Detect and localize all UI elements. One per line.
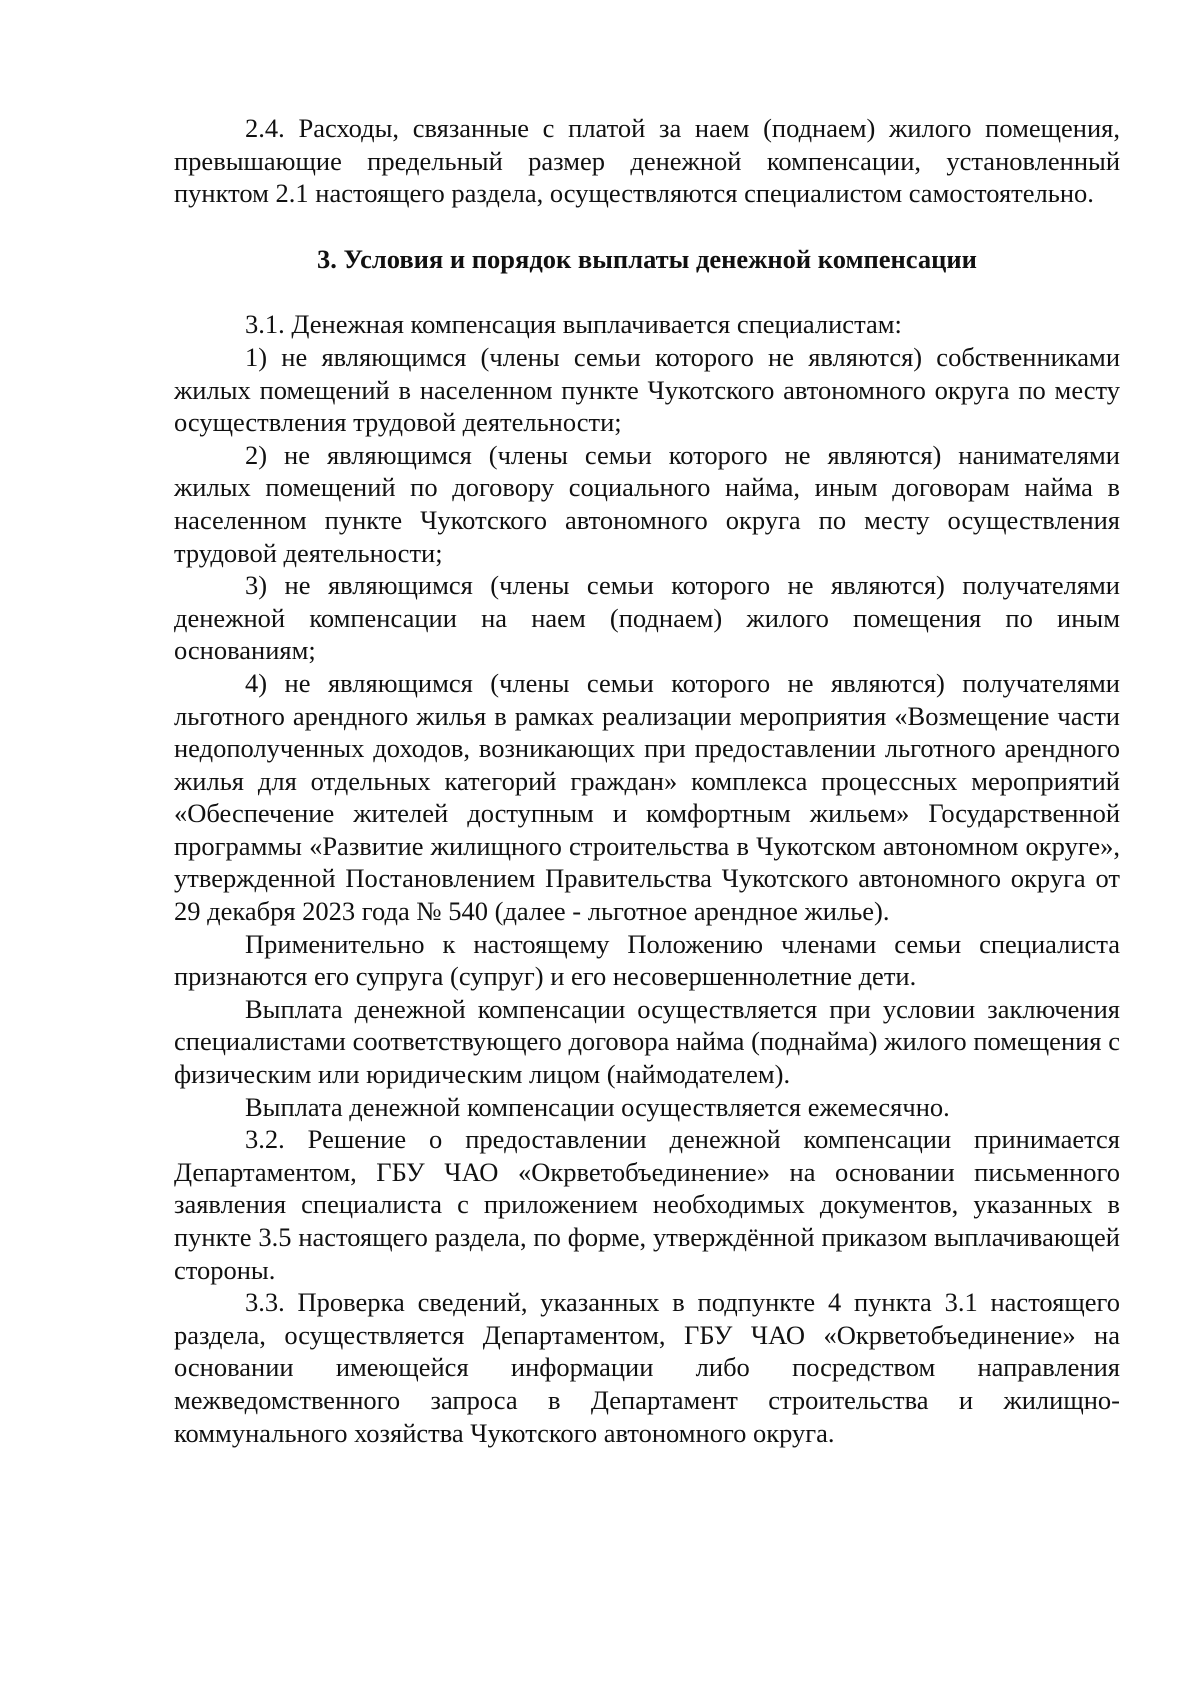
paragraph-payment-frequency: Выплата денежной компенсации осуществляется ежемесячно. xyxy=(245,1091,950,1122)
paragraph-3-2: 3.2. Решение о предоставлении денежной компенсации принимается Департаментом, ГБУ ЧАО «Окрветобъединение» на основании письменного заявления специалиста с приложением необходимых документов, указанных в пункте 3.5 настоящего раздела, по форме, утверждённой приказом выплачивающей стороны. xyxy=(174,1124,1120,1285)
paragraph-3-1-item-2: 2) не являющимся (члены семьи которого не являются) нанимателями жилых помещений по договору социального найма, иным договорам найма в населенном пункте Чукотского автономного округа по месту осуществления трудовой деятельности; xyxy=(174,439,1120,568)
paragraph-3-1-item-3: 3) не являющимся (члены семьи которого не являются) получателями денежной компенсации на наем (поднаем) жилого помещения по иным основаниям; xyxy=(174,570,1120,666)
paragraph-payment-condition: Выплата денежной компенсации осуществляется при условии заключения специалистами соответствующего договора найма (поднайма) жилого помещения с физическим или юридическим лицом (наймодателем). xyxy=(174,993,1120,1090)
paragraph-3-1-item-1: 1) не являющимся (члены семьи которого не являются) собственниками жилых помещений в населенном пункте Чукотского автономного округа по месту осуществления трудовой деятельности; xyxy=(174,341,1120,438)
spacer xyxy=(174,275,1120,308)
paragraph-3-1: 3.1. Денежная компенсация выплачивается специалистам: xyxy=(245,309,902,340)
paragraph-family-definition: Применительно к настоящему Положению членами семьи специалиста признаются его супруга (супруг) и его несовершеннолетние дети. xyxy=(174,928,1120,992)
section-heading: 3. Условия и порядок выплаты денежной компенсации xyxy=(317,243,977,274)
paragraph-3-3: 3.3. Проверка сведений, указанных в подпункте 4 пункта 3.1 настоящего раздела, осуществляется Департаментом, ГБУ ЧАО «Окрветобъединение» на основании имеющейся информации либо посредством направления межведомственного запроса в Департамент строительства и жилищно-коммунального хозяйства Чукотского автономного округа. xyxy=(174,1287,1120,1448)
document-page xyxy=(174,112,1120,1449)
paragraph-3-1-item-4: 4) не являющимся (члены семьи которого не являются) получателями льготного арендного жилья в рамках реализации мероприятия «Возмещение части недополученных доходов, возникающих при предоставлении льготного арендного жилья для отдельных категорий граждан» комплекса процессных мероприятий «Обеспечение жителей доступным и комфортным жильем» Государственной программы «Развитие жилищного строительства в Чукотском автономном округе», утвержденной Постановлением Правительства Чукотского автономного округа от 29 декабря 2023 года № 540 (далее - льготное арендное жилье). xyxy=(174,667,1120,927)
paragraph-2-4: 2.4. Расходы, связанные с платой за наем (поднаем) жилого помещения, превышающие предельный размер денежной компенсации, установленный пунктом 2.1 настоящего раздела, осуществляются специалистом самостоятельно. xyxy=(174,113,1120,209)
spacer xyxy=(174,210,1120,243)
